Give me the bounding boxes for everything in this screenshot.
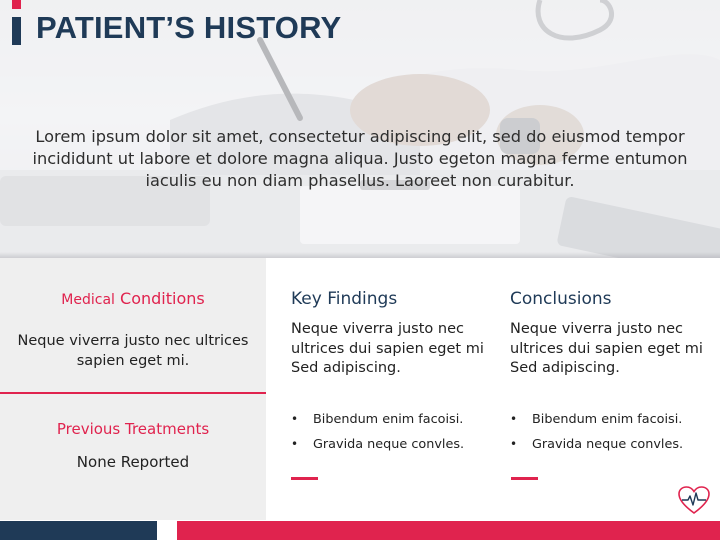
key-findings-heading: Key Findings [291, 289, 398, 309]
key-findings-accent-line [291, 477, 318, 480]
key-findings-text: Neque viverra justo nec ultrices dui sapien eget mi Sed adipiscing. [291, 321, 484, 376]
title-accent-navy [12, 17, 21, 45]
medical-conditions-suffix: Conditions [120, 289, 205, 308]
list-item-text: Bibendum enim facoisi. [313, 412, 464, 427]
bullet-dot: • [510, 412, 518, 426]
list-item-text: Gravida neque convles. [532, 437, 684, 452]
bullet-dot: • [291, 412, 299, 426]
conclusions-text: Neque viverra justo nec ultrices dui sapien eget mi Sed adipiscing. [510, 321, 703, 376]
list-item [291, 435, 464, 460]
list-item-text: Bibendum enim facoisi. [532, 412, 683, 427]
list-item [291, 410, 464, 435]
bullet-dot: • [291, 437, 299, 451]
left-panel-divider [0, 392, 266, 394]
medical-conditions-prefix: Medical [61, 292, 115, 308]
intro-paragraph: Lorem ipsum dolor sit amet, consectetur adipiscing elit, sed do eiusmod tempor incididunt ut labore et dolore magna aliqua. Justo egeton magna ferme entumon iaculis eu non diam phasellus. Laoreet non curabitur. [32, 127, 688, 190]
conclusions-accent-line [511, 477, 538, 480]
footer-red-bar [177, 521, 720, 540]
medical-conditions-text: Neque viverra justo nec ultrices sapien eget mi. [17, 333, 249, 369]
conclusions-list [510, 410, 683, 460]
title-accent-red [12, 0, 21, 9]
conclusions-heading: Conclusions [510, 289, 612, 309]
previous-treatments-text: None Reported [76, 453, 190, 471]
medical-conditions-heading [0, 289, 266, 308]
bullet-dot: • [510, 437, 518, 451]
list-item [510, 435, 683, 460]
previous-treatments-heading: Previous Treatments [56, 420, 210, 438]
page-title: PATIENT’S HISTORY [36, 10, 342, 45]
list-item-text: Gravida neque convles. [313, 437, 465, 452]
list-item [510, 410, 683, 435]
footer-navy-bar [0, 521, 157, 540]
key-findings-list [291, 410, 464, 460]
heartbeat-icon [677, 485, 711, 515]
